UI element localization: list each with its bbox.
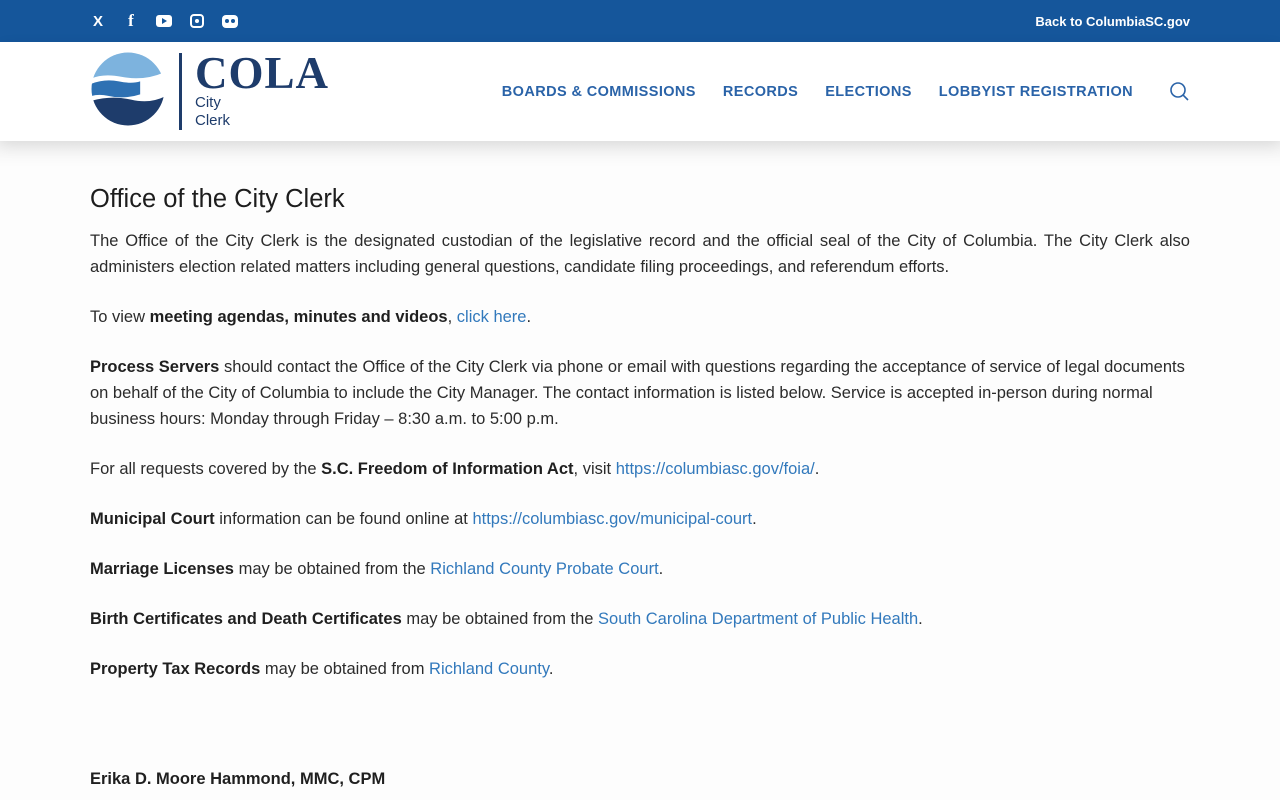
page-title: Office of the City Clerk — [90, 185, 345, 213]
social-links — [90, 13, 238, 29]
cola-wave-icon — [90, 51, 166, 132]
instagram-icon[interactable] — [189, 13, 205, 29]
main-content — [0, 141, 1280, 800]
search-icon — [1168, 80, 1192, 104]
nav-records[interactable]: RECORDS — [722, 83, 799, 100]
nav-elections[interactable]: ELECTIONS — [825, 83, 912, 100]
clerk-signature-name: Erika D. Moore Hammond, MMC, CPM — [90, 770, 386, 788]
text-link[interactable]: https://columbiasc.gov/municipal-court — [472, 510, 753, 528]
bold-text: Property Tax Records — [90, 660, 261, 678]
top-utility-bar — [0, 0, 1280, 42]
bold-text: Process Servers — [90, 358, 220, 376]
text-link[interactable]: https://columbiasc.gov/foia/ — [615, 460, 815, 478]
intro-paragraph: The Office of the City Clerk is the designated custodian of the legislative record and the official seal of the City of Columbia. The City Clerk also administers election related matters including general questions, candidate filing proceedings, and referendum efforts. — [90, 232, 1190, 276]
bold-text: Marriage Licenses — [90, 560, 234, 578]
bold-text: S.C. Freedom of Information Act — [321, 460, 574, 478]
facebook-icon[interactable]: f — [128, 11, 134, 30]
x-twitter-icon[interactable]: X — [92, 12, 103, 30]
text-link[interactable]: click here — [456, 308, 527, 326]
text-link[interactable]: South Carolina Department of Public Health — [598, 610, 919, 628]
nav-boards-commissions[interactable]: BOARDS & COMMISSIONS — [501, 83, 696, 100]
paragraph-process-servers: Process Servers should contact the Office of the City Clerk via phone or email with questions regarding the acceptance of service of legal documents on behalf of the City of Columbia to include the City Manager. The contact information is listed below. Service is accepted in-person during normal business hours: Monday through Friday – 8:30 a.m. to 5:00 p.m. — [90, 358, 1185, 428]
bold-text: Birth Certificates and Death Certificates — [90, 610, 402, 628]
paragraph-marriage-licenses: Marriage Licenses may be obtained from the Richland County Probate Court. — [90, 560, 664, 578]
header-right — [502, 80, 1192, 104]
paragraph-meeting-agendas: To view meeting agendas, minutes and videos, click here. — [90, 308, 532, 326]
paragraph-property-tax: Property Tax Records may be obtained from Richland County. — [90, 660, 554, 678]
youtube-icon[interactable] — [156, 13, 172, 29]
search-button[interactable] — [1160, 80, 1192, 104]
logo-acronym: COLA — [195, 47, 330, 98]
text-link[interactable]: Richland County Probate Court — [430, 560, 659, 578]
paragraph-foia: For all requests covered by the S.C. Freedom of Information Act, visit https://columbiasc.gov/foia/. — [90, 460, 820, 478]
bold-text: meeting agendas, minutes and videos — [149, 308, 448, 326]
bold-text: Municipal Court — [90, 510, 215, 528]
text-link[interactable]: Richland County — [429, 660, 549, 678]
paragraph-municipal-court: Municipal Court information can be found online at https://columbiasc.gov/municipal-court. — [90, 510, 757, 528]
flickr-icon[interactable] — [222, 13, 238, 29]
site-logo[interactable] — [90, 47, 330, 132]
site-header — [0, 42, 1280, 141]
paragraph-birth-death-certificates: Birth Certificates and Death Certificates may be obtained from the South Carolina Department of Public Health. — [90, 610, 923, 628]
logo-text — [179, 47, 330, 130]
primary-nav — [502, 84, 1133, 100]
back-to-columbiasc-link[interactable]: Back to ColumbiaSC.gov — [1035, 13, 1190, 29]
logo-dept: City Clerk — [195, 94, 231, 130]
nav-lobbyist-registration[interactable]: LOBBYIST REGISTRATION — [938, 83, 1133, 100]
